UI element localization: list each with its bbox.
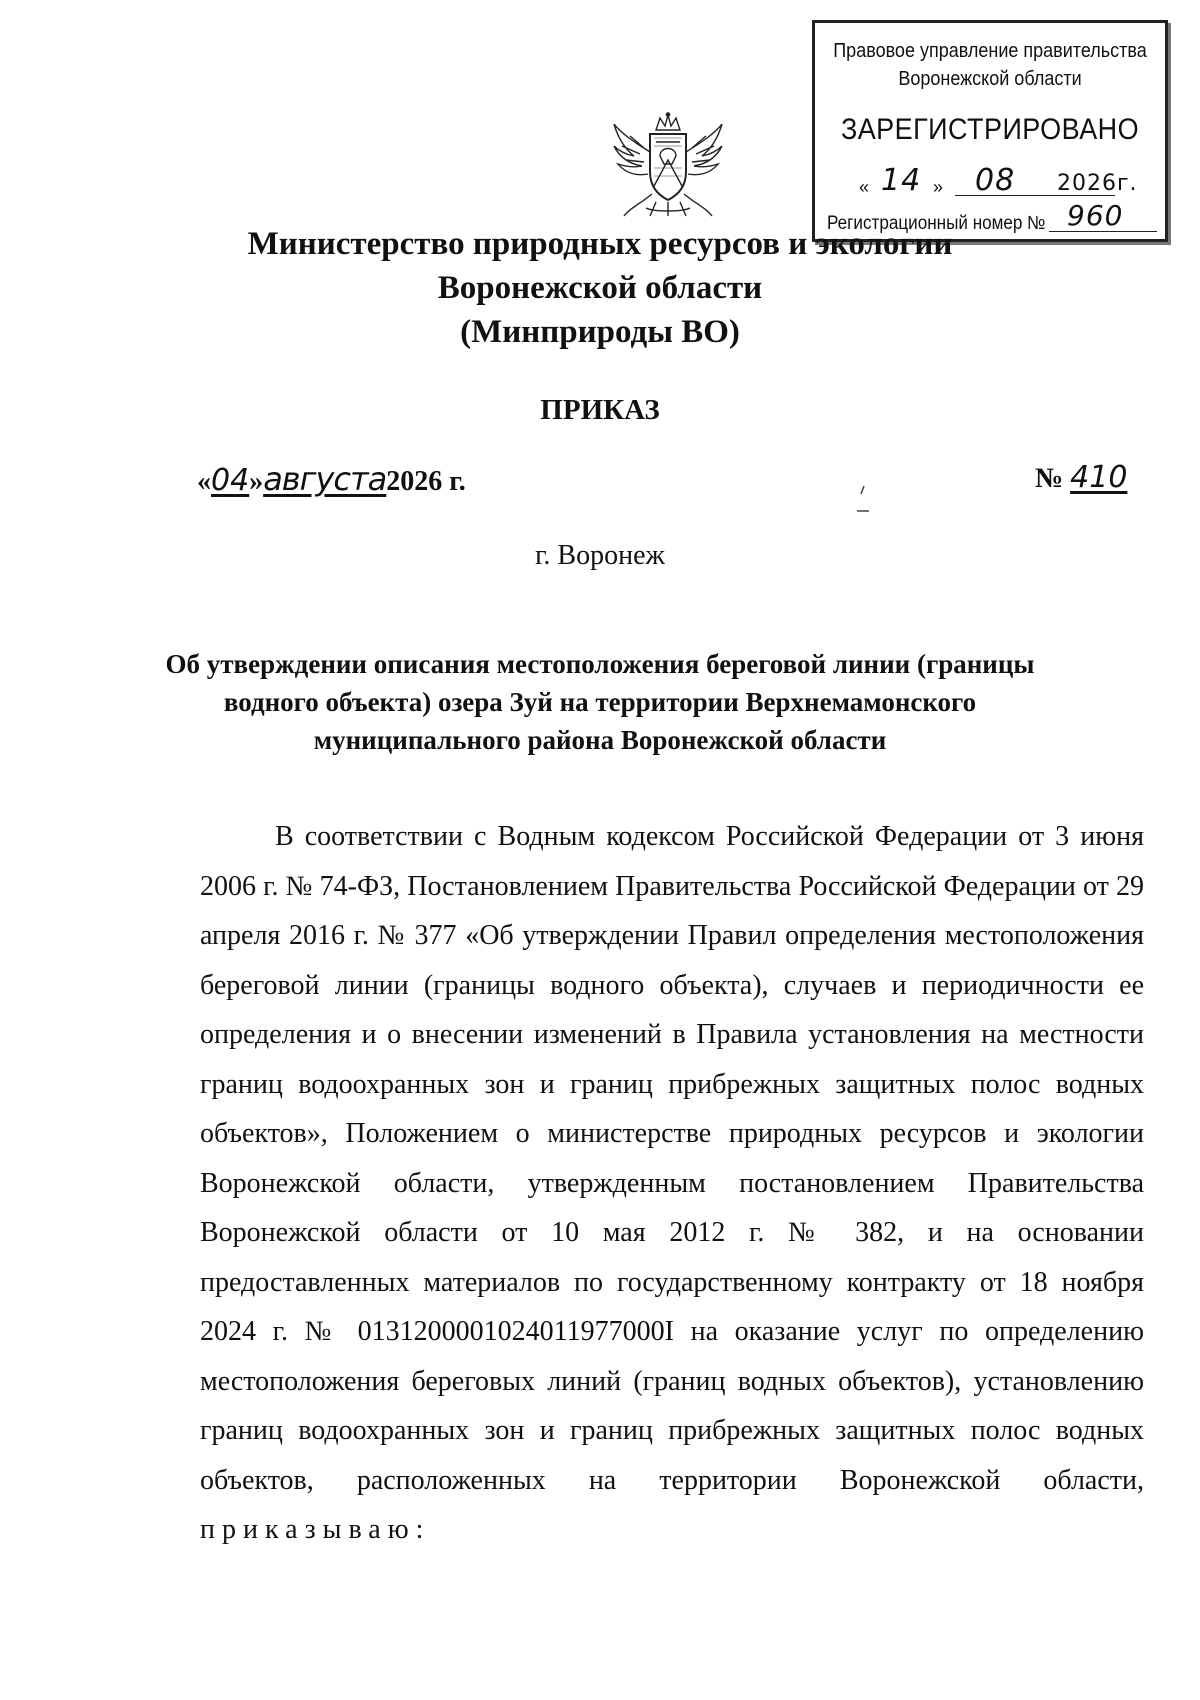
date-quote-open: « xyxy=(197,466,211,497)
stamp-org-line1: Правовое управление правительства xyxy=(833,40,1147,62)
registration-stamp xyxy=(812,20,1168,242)
ministry-heading xyxy=(0,222,1200,354)
stamp-status: ЗАРЕГИСТРИРОВАНО xyxy=(840,113,1140,146)
ministry-name-line1: Министерство природных ресурсов и экологии xyxy=(247,226,953,262)
coat-of-arms-emblem xyxy=(610,112,726,220)
stamp-day: 14 xyxy=(881,163,922,198)
order-body-paragraph xyxy=(200,812,1144,1555)
date-month-handwritten: августа xyxy=(263,460,387,498)
body-text: В соответствии с Водным кодексом Российской Федерации от 3 июня 2006 г. № 74-ФЗ, Постановлением Правительства Российской Федерации от 29 апреля 2016 г. № 377 «Об утверждении Правил определения местоположения береговой линии (границы водного объекта), случаев и периодичности ее определения и о внесении изменений в Правила установления на местности границ водоохранных зон и границ прибрежных защитных полос водных объектов», Положением о министерстве природных ресурсов и экологии Воронежской области, утвержденным постановлением Правительства Воронежской области от 10 мая 2012 г. № 382, и на основании предоставленных материалов по государственному контракту от 18 ноября 2024 г. № 0131200001024011977000I на оказание услуг по определению местоположения береговых линий (границ водных объектов), установлению границ водоохранных зон и границ прибрежных защитных полос водных объектов, расположенных на территории Воронежской области, xyxy=(200,821,1144,1496)
subject-line2: водного объекта) озера Зуй на территории Верхнемамонского xyxy=(223,687,977,717)
order-date xyxy=(197,460,466,498)
body-closing: приказываю: xyxy=(200,1514,431,1545)
stamp-month: 08 xyxy=(975,163,1016,198)
subject-line3: муниципального района Воронежской области xyxy=(313,725,887,755)
stamp-quote-close: » xyxy=(933,177,944,197)
order-title: ПРИКАЗ xyxy=(540,394,660,426)
stamp-reg-label: Регистрационный номер № xyxy=(827,213,1046,234)
stamp-year: 2026г. xyxy=(1057,171,1138,196)
order-number xyxy=(1035,460,1127,495)
number-label: № xyxy=(1035,463,1064,494)
number-handwritten: 410 xyxy=(1070,460,1128,495)
order-subject xyxy=(0,645,1200,759)
ministry-name-line2: Воронежской области xyxy=(437,270,763,306)
stamp-date-row xyxy=(815,163,1165,203)
date-year: 2026 г. xyxy=(386,466,466,497)
stamp-quote-open: « xyxy=(859,177,870,197)
ministry-name-line3: (Минприроды ВО) xyxy=(460,314,740,350)
city-line: г. Воронеж xyxy=(535,540,665,571)
date-quote-close: » xyxy=(249,466,264,497)
ink-speck xyxy=(855,484,871,514)
stamp-org-line2: Воронежской области xyxy=(898,68,1082,90)
stamp-reg-number: 960 xyxy=(1067,199,1124,232)
subject-line1: Об утверждении описания местоположения береговой линии (границы xyxy=(165,649,1035,679)
date-day-handwritten: 04 xyxy=(211,463,250,498)
